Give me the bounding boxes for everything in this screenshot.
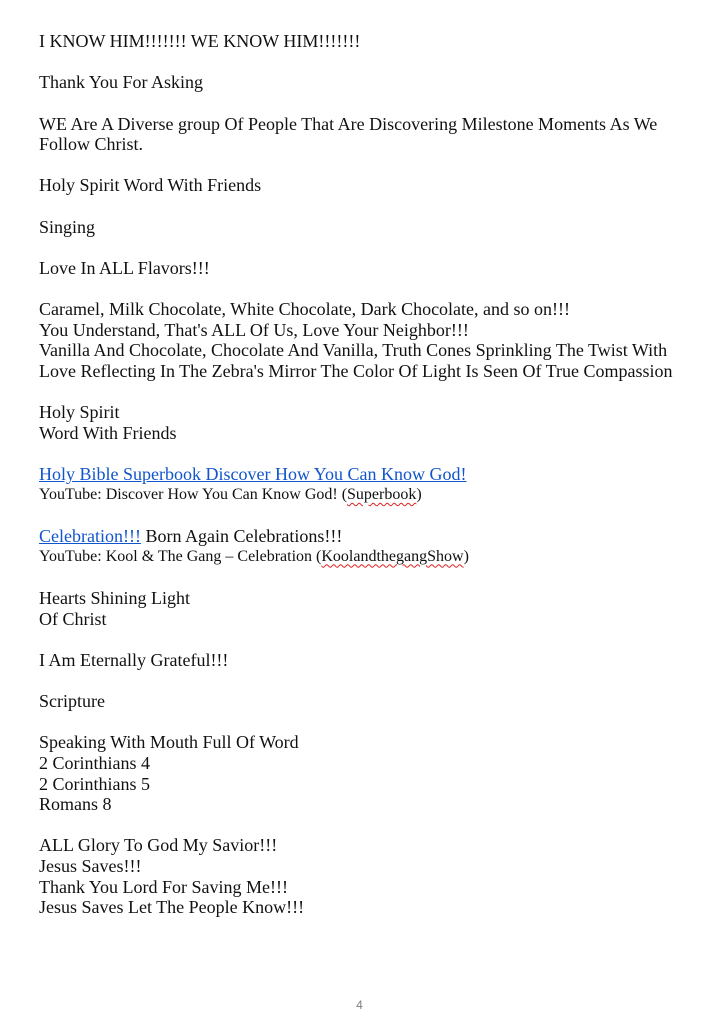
text-line: Jesus Saves!!! [39, 856, 142, 877]
text-line: Thank You Lord For Saving Me!!! [39, 876, 288, 897]
paragraph [39, 691, 699, 712]
paragraph [39, 72, 699, 93]
text-line: Romans 8 [39, 794, 112, 815]
text-line: WE Are A Diverse group Of People That Are Discovering Milestone Moments As We Follow Christ. [39, 113, 658, 155]
text-line: Vanilla And Chocolate, Chocolate And Vanilla, Truth Cones Sprinkling The Twist With Love Reflecting In The Zebra's Mirror The Color Of Light Is Seen Of True Compassion [39, 340, 673, 382]
paragraph [39, 835, 699, 917]
text-line: ALL Glory To God My Savior!!! [39, 835, 278, 856]
text-line: Of Christ [39, 608, 107, 629]
paragraph [39, 217, 699, 238]
superbook-caption [39, 485, 699, 506]
text-line: Speaking With Mouth Full Of Word [39, 732, 299, 753]
paragraph [39, 299, 699, 381]
paragraph [39, 402, 699, 443]
text-line: Love In ALL Flavors!!! [39, 258, 210, 278]
paragraph [39, 732, 699, 814]
text-line: I Am Eternally Grateful!!! [39, 649, 229, 670]
paragraph [39, 175, 699, 196]
text-line: Caramel, Milk Chocolate, White Chocolate, Dark Chocolate, and so on!!! [39, 299, 571, 320]
celebration-block [39, 526, 699, 567]
text-line: Holy Spirit [39, 402, 120, 423]
text-line: Jesus Saves Let The People Know!!! [39, 897, 305, 918]
text-line: Holy Spirit Word With Friends [39, 175, 262, 196]
superbook-block [39, 464, 699, 505]
text-line: You Understand, That's ALL Of Us, Love Your Neighbor!!! [39, 319, 469, 340]
superbook-caption-prefix: YouTube: Discover How You Can Know God! ( [39, 485, 348, 503]
celebration-caption [39, 547, 699, 568]
superbook-link[interactable]: Holy Bible Superbook Discover How You Can Know God! [39, 464, 467, 485]
paragraphs-before [39, 31, 699, 444]
paragraph [39, 588, 699, 629]
paragraph [39, 650, 699, 671]
document-body [39, 31, 699, 939]
text-line: Scripture [39, 691, 105, 712]
paragraph [39, 31, 699, 52]
text-line: I KNOW HIM!!!!!!! WE KNOW HIM!!!!!!! [39, 31, 361, 51]
celebration-caption-prefix: YouTube: Kool & The Gang – Celebration ( [39, 547, 322, 565]
celebration-caption-flagged-word: KoolandthegangShow [321, 547, 464, 565]
text-line: 2 Corinthians 4 [39, 753, 150, 773]
text-line: Word With Friends [39, 422, 177, 443]
superbook-caption-suffix: ) [416, 485, 422, 503]
celebration-caption-suffix: ) [463, 547, 469, 565]
text-line: Thank You For Asking [39, 72, 204, 93]
paragraph [39, 114, 699, 155]
superbook-caption-flagged-word: Superbook [347, 485, 417, 503]
celebration-trailing-text: Born Again Celebrations!!! [140, 526, 343, 547]
text-line: Hearts Shining Light [39, 587, 190, 608]
celebration-link[interactable]: Celebration!!! [39, 526, 141, 547]
page-number: 4 [356, 998, 363, 1012]
text-line: Singing [39, 216, 96, 237]
paragraphs-after [39, 588, 699, 918]
text-line: 2 Corinthians 5 [39, 773, 150, 794]
paragraph [39, 258, 699, 279]
